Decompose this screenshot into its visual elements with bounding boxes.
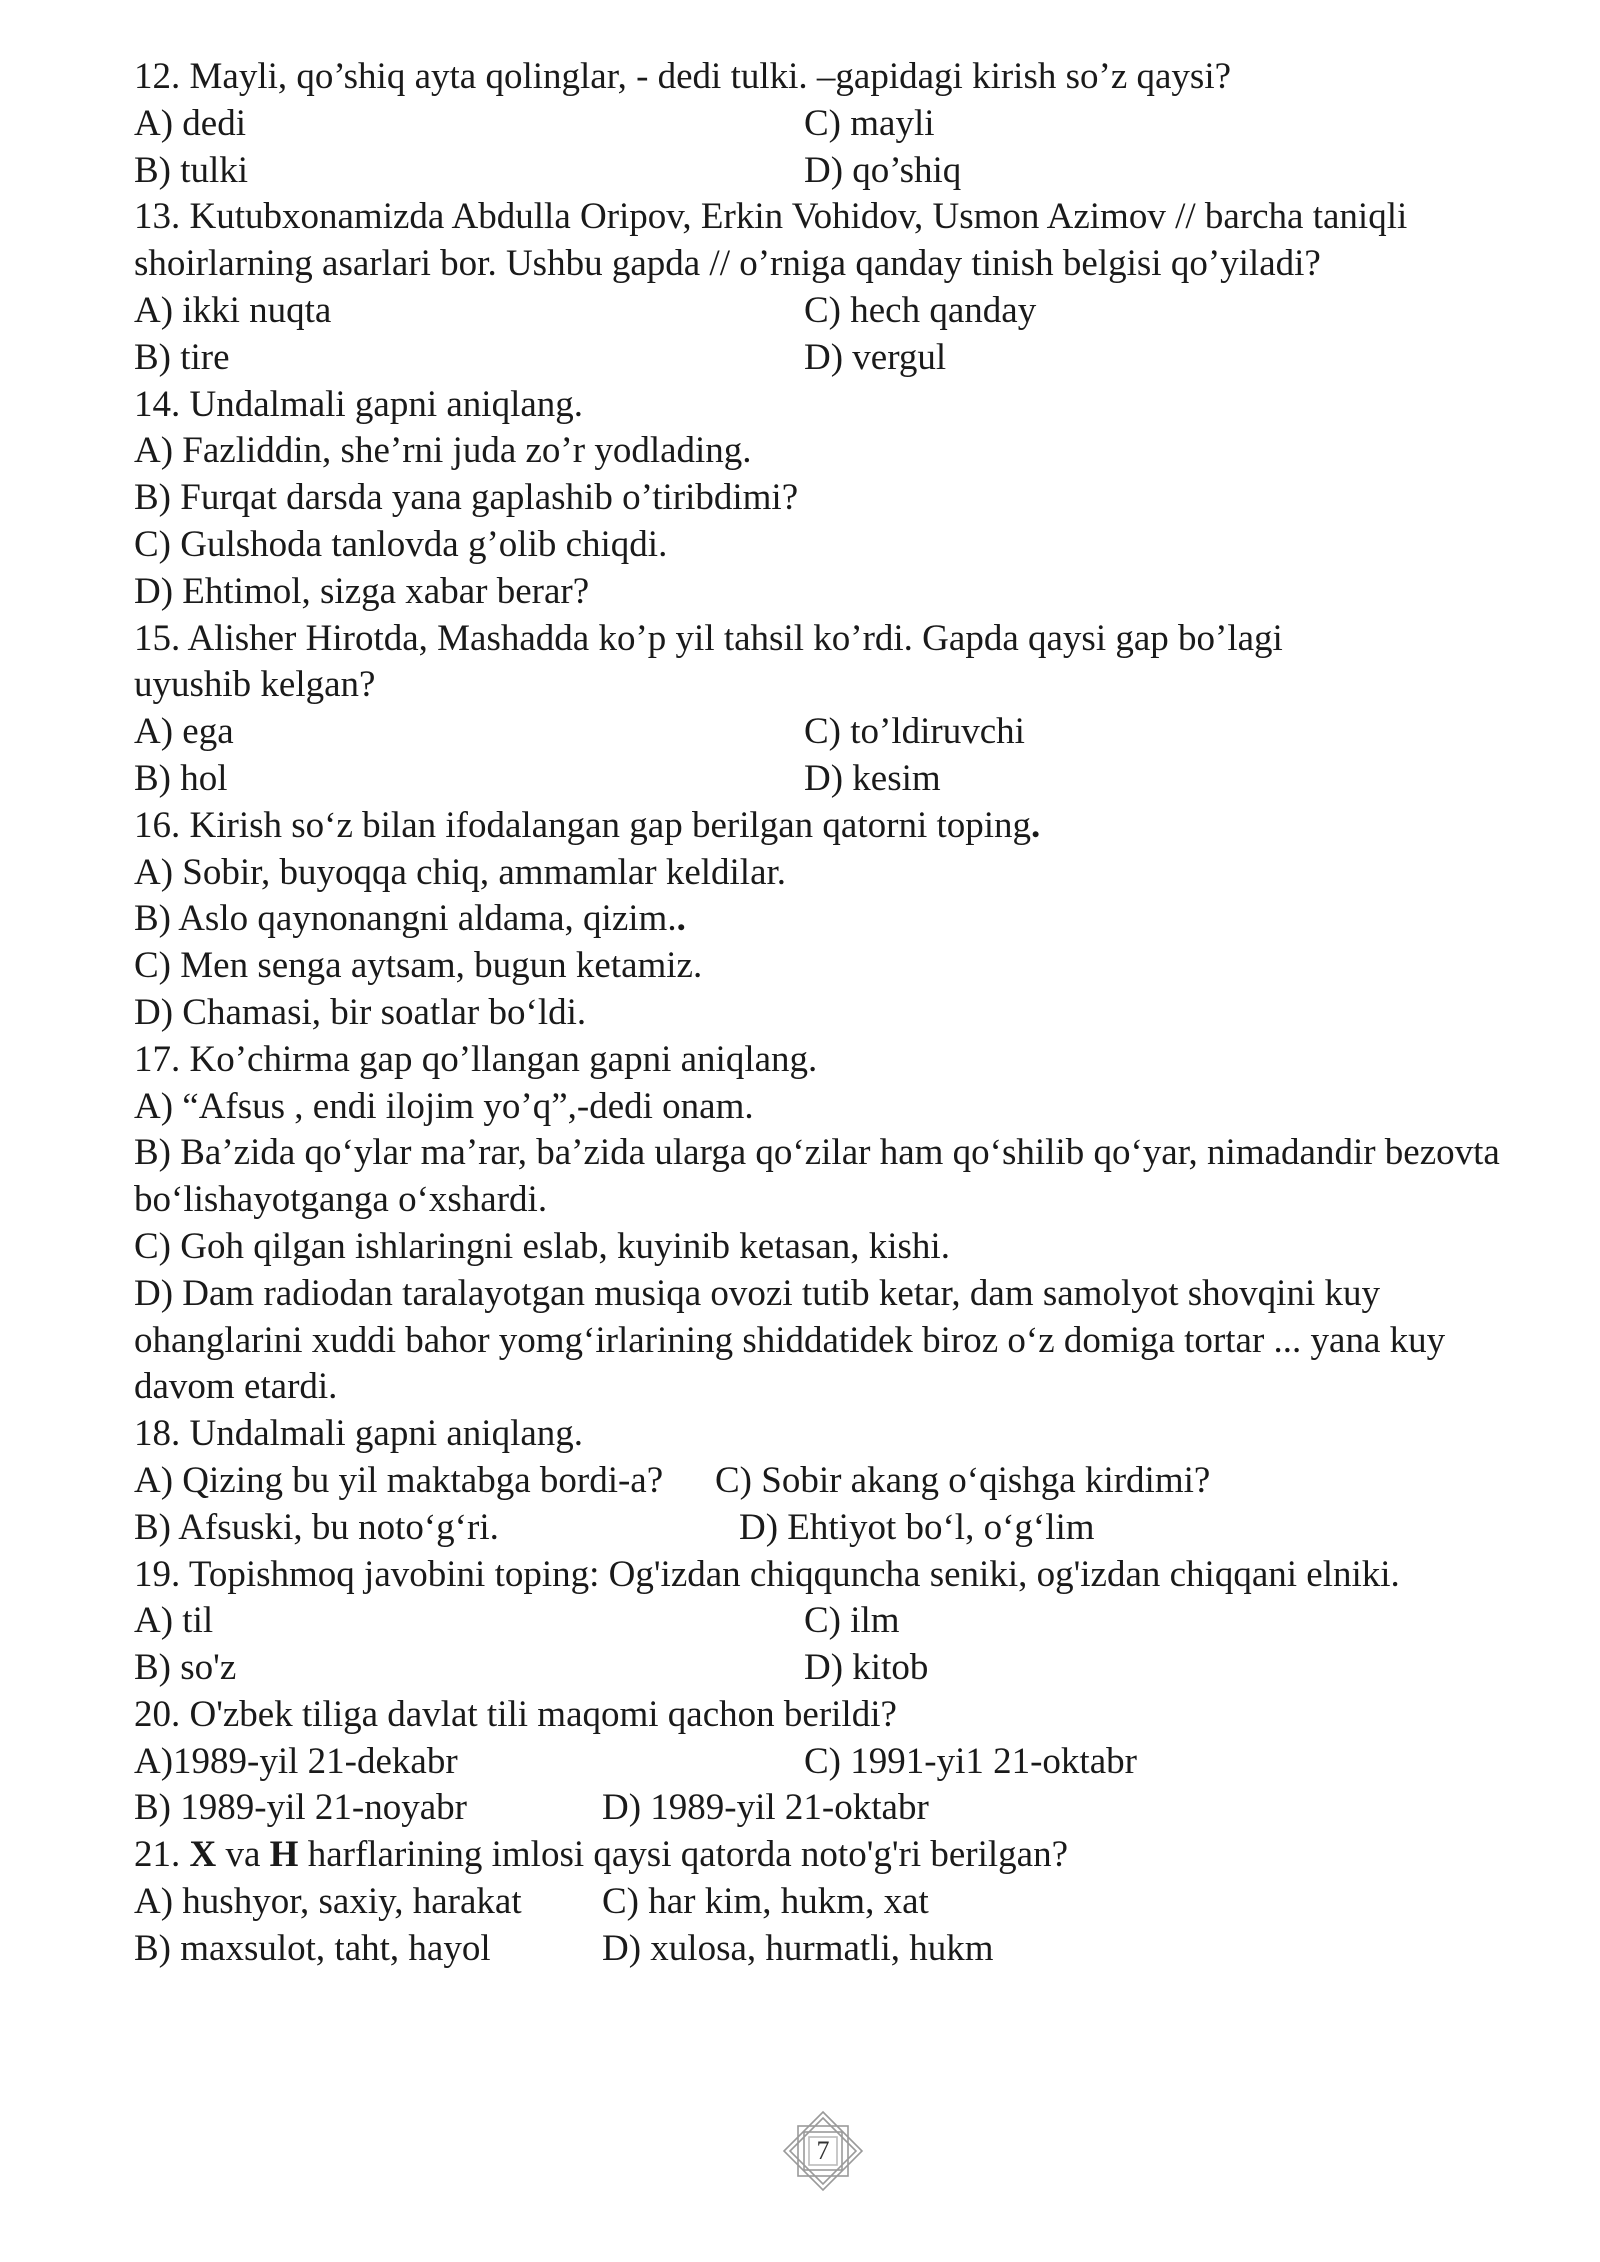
option-a: A) hushyor, saxiy, harakat bbox=[134, 1881, 522, 1923]
question-15-stem: 15. Alisher Hirotda, Mashadda ko’p yil tahsil ko’rdi. Gapda qaysi gap bo’lagi uyushib kelgan? bbox=[134, 617, 1283, 706]
page-number: 7 bbox=[816, 2136, 830, 2165]
option-b: B) hol bbox=[134, 757, 228, 799]
option-c: C) har kim, hukm, xat bbox=[602, 1881, 929, 1923]
question-15-options-row-1 bbox=[134, 709, 1514, 756]
option-a: A) Qizing bu yil maktabga bordi-a? bbox=[134, 1459, 664, 1501]
option-c: C) hech qanday bbox=[804, 289, 1037, 331]
option-c: C) 1991-yi1 21-oktabr bbox=[804, 1740, 1137, 1782]
question-14-stem: 14. Undalmali gapni aniqlang. bbox=[134, 383, 584, 425]
option-b: B) Afsuski, bu noto‘g‘ri. bbox=[134, 1506, 499, 1548]
option-d: D) Dam radiodan taralayotgan musiqa ovozi tutib ketar, dam samolyot shovqini kuy ohanglarini xuddi bahor yomg‘irlarining shiddatidek biroz o‘z domiga tortar ... yana kuy davom etardi. bbox=[134, 1272, 1446, 1408]
question-13-options-row-1 bbox=[134, 288, 1514, 335]
question-17-stem: 17. Ko’chirma gap qo’llangan gapni aniqlang. bbox=[134, 1038, 818, 1080]
option-c: C) ilm bbox=[804, 1600, 900, 1642]
test-page bbox=[134, 54, 1514, 1973]
option-b: B) maxsulot, taht, hayol bbox=[134, 1927, 491, 1969]
question-16-stem bbox=[134, 803, 1514, 850]
question-16-stem-period: . bbox=[1031, 804, 1041, 846]
option-a: A) “Afsus , endi ilojim yo’q”,-dedi onam. bbox=[134, 1085, 754, 1127]
question-21-number: 21. bbox=[134, 1834, 190, 1876]
option-c: C) to’ldiruvchi bbox=[804, 711, 1025, 753]
question-20-options-row-1 bbox=[134, 1739, 1514, 1786]
question-12-options-row-1 bbox=[134, 101, 1514, 148]
question-18-stem: 18. Undalmali gapni aniqlang. bbox=[134, 1413, 584, 1455]
option-c: C) mayli bbox=[804, 102, 935, 144]
option-a: A) til bbox=[134, 1600, 214, 1642]
question-16-stem-text: 16. Kirish so‘z bilan ifodalangan gap berilgan qatorni toping bbox=[134, 804, 1032, 846]
question-19-options-row-2 bbox=[134, 1645, 1514, 1692]
option-a: A) ega bbox=[134, 711, 234, 753]
option-b: B) Furqat darsda yana gaplashib o’tiribdimi? bbox=[134, 477, 799, 519]
option-a: A) dedi bbox=[134, 102, 246, 144]
question-15-options-row-2 bbox=[134, 756, 1514, 803]
letter-x: X bbox=[189, 1834, 217, 1876]
option-c: C) Gulshoda tanlovda g’olib chiqdi. bbox=[134, 523, 668, 565]
question-21-options-row-1 bbox=[134, 1879, 1514, 1926]
option-b: B) Ba’zida qo‘ylar ma’rar, ba’zida ularga qo‘zilar ham qo‘shilib qo‘yar, nimadandir bezovta bo‘lishayotganga o‘xshardi. bbox=[134, 1132, 1500, 1221]
question-12-options-row-2 bbox=[134, 148, 1514, 195]
option-b: B) so'z bbox=[134, 1647, 237, 1689]
letter-h: H bbox=[269, 1834, 299, 1876]
page-number-ornament bbox=[780, 2108, 866, 2194]
option-d: D) vergul bbox=[804, 336, 947, 378]
option-d: D) Chamasi, bir soatlar bo‘ldi. bbox=[134, 991, 587, 1033]
option-c: C) Sobir akang o‘qishga kirdimi? bbox=[715, 1459, 1211, 1501]
option-b: B) 1989-yil 21-noyabr bbox=[134, 1787, 467, 1829]
question-21-stem-text: harflarining imlosi qaysi qatorda noto'g'ri berilgan? bbox=[298, 1834, 1069, 1876]
question-20-options-row-2 bbox=[134, 1785, 1514, 1832]
question-21-stem bbox=[134, 1832, 1514, 1879]
option-c: C) Goh qilgan ishlaringni eslab, kuyinib ketasan, kishi. bbox=[134, 1225, 950, 1267]
option-b-text: B) Aslo qaynonangni aldama, qizim. bbox=[134, 898, 677, 940]
question-19-options-row-1 bbox=[134, 1598, 1514, 1645]
question-18-options-row-2 bbox=[134, 1505, 1514, 1552]
option-b-period: . bbox=[676, 898, 686, 940]
option-d: D) Ehtiyot bo‘l, o‘g‘lim bbox=[739, 1506, 1095, 1548]
question-18-options-row-1 bbox=[134, 1458, 1514, 1505]
option-d: D) qo’shiq bbox=[804, 149, 962, 191]
option-b: B) tire bbox=[134, 336, 230, 378]
option-a: A) Sobir, buyoqqa chiq, ammamlar keldilar. bbox=[134, 851, 787, 893]
question-21-options-row-2 bbox=[134, 1926, 1514, 1973]
option-d: D) xulosa, hurmatli, hukm bbox=[602, 1927, 994, 1969]
option-d: D) kitob bbox=[804, 1647, 929, 1689]
option-b bbox=[134, 896, 1514, 943]
question-13-stem: 13. Kutubxonamizda Abdulla Oripov, Erkin Vohidov, Usmon Azimov // barcha taniqli shoirlarning asarlari bor. Ushbu gapda // o’rniga qanday tinish belgisi qo’yiladi? bbox=[134, 196, 1408, 285]
option-a: A)1989-yil 21-dekabr bbox=[134, 1740, 458, 1782]
question-21-connector: va bbox=[216, 1834, 270, 1876]
option-d: D) Ehtimol, sizga xabar berar? bbox=[134, 570, 590, 612]
question-12-stem: 12. Mayli, qo’shiq ayta qolinglar, - dedi tulki. –gapidagi kirish so’z qaysi? bbox=[134, 56, 1232, 97]
option-a: A) Fazliddin, she’rni juda zo’r yodlading. bbox=[134, 430, 752, 472]
option-d: D) kesim bbox=[804, 757, 941, 799]
question-20-stem: 20. O'zbek tiliga davlat tili maqomi qachon berildi? bbox=[134, 1693, 897, 1735]
option-b: B) tulki bbox=[134, 149, 249, 191]
option-c: C) Men senga aytsam, bugun ketamiz. bbox=[134, 945, 703, 987]
option-d: D) 1989-yil 21-oktabr bbox=[602, 1787, 929, 1829]
option-a: A) ikki nuqta bbox=[134, 289, 332, 331]
question-13-options-row-2 bbox=[134, 335, 1514, 382]
question-19-stem: 19. Topishmoq javobini toping: Og'izdan chiqquncha seniki, og'izdan chiqqani elniki. bbox=[134, 1553, 1400, 1595]
